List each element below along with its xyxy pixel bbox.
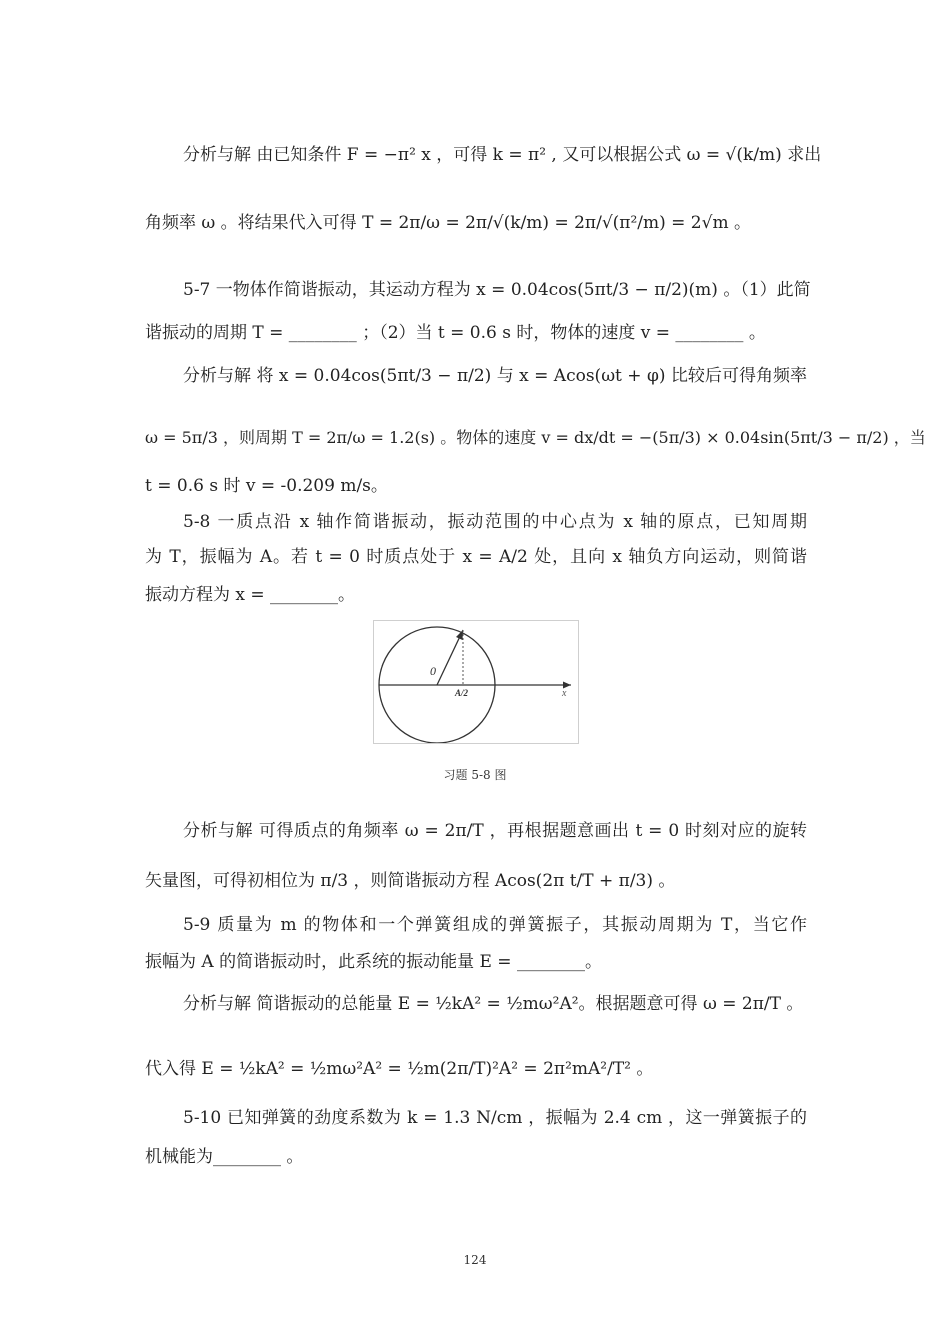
problem-5-8-line-3: 振动方程为 x = ________。 — [145, 585, 356, 605]
solution-5-8-line-1: 分析与解 可得质点的角频率 ω = 2π/T ，再根据题意画出 t = 0 时刻对应的旋转 — [183, 821, 807, 841]
solution-5-8-line-2: 矢量图，可得初相位为 π/3 ，则简谐振动方程 Acos(2π t/T + π/3) 。 — [145, 871, 676, 891]
problem-5-8-line-1: 5-8 一质点沿 x 轴作简谐振动，振动范围的中心点为 x 轴的原点，已知周期 — [183, 512, 807, 532]
line-2: 角频率 ω 。将结果代入可得 T = 2π/ω = 2π/√(k/m) = 2π/√(π²/m) = 2√m 。 — [145, 213, 751, 233]
solution-5-9-line-2: 代入得 E = ½kA² = ½mω²A² = ½m(2π/T)²A² = 2π²mA²/T² 。 — [145, 1059, 654, 1079]
problem-5-10-line-2: 机械能为________ 。 — [145, 1147, 304, 1167]
solution-5-7-line-2: ω = 5π/3 ，则周期 T = 2π/ω = 1.2(s) 。物体的速度 v = dx/dt = −(5π/3) × 0.04sin(5πt/3 − π/2) ，当 — [145, 428, 926, 447]
problem-5-8-line-2: 为 T，振幅为 A。若 t = 0 时质点处于 x = A/2 处，且向 x 轴负方向运动，则简谐 — [145, 547, 807, 567]
solution-5-7-line-1: 分析与解 将 x = 0.04cos(5πt/3 − π/2) 与 x = Acos(ωt + φ) 比较后可得角频率 — [183, 366, 807, 386]
point-label: A/2 — [455, 688, 469, 698]
rotating-vector-diagram — [374, 621, 578, 743]
axis-label: x — [562, 688, 567, 699]
rotating-vector-figure — [373, 620, 579, 744]
page-number: 124 — [463, 1253, 487, 1267]
problem-5-9-line-2: 振幅为 A 的简谐振动时，此系统的振动能量 E = ________。 — [145, 952, 602, 972]
problem-5-9-line-1: 5-9 质量为 m 的物体和一个弹簧组成的弹簧振子，其振动周期为 T，当它作 — [183, 915, 807, 935]
solution-5-7-line-3: t = 0.6 s 时 v = -0.209 m/s。 — [145, 476, 388, 496]
figure-caption: 习题 5-8 图 — [443, 768, 507, 782]
phase-label: 0 — [430, 664, 436, 678]
line-1: 分析与解 由已知条件 F = −π² x ，可得 k = π² , 又可以根据公式 ω = √(k/m) 求出 — [183, 145, 822, 165]
solution-5-9-line-1: 分析与解 简谐振动的总能量 E = ½kA² = ½mω²A²。根据题意可得 ω = 2π/T 。 — [183, 994, 804, 1014]
problem-5-10-line-1: 5-10 已知弹簧的劲度系数为 k = 1.3 N/cm ，振幅为 2.4 cm ，这一弹簧振子的 — [183, 1108, 807, 1128]
problem-5-7-line-1: 5-7 一物体作简谐振动，其运动方程为 x = 0.04cos(5πt/3 − π/2)(m) 。（1）此简 — [183, 280, 811, 300]
problem-5-7-line-2: 谐振动的周期 T = ________ ；（2）当 t = 0.6 s 时，物体的速度 v = ________ 。 — [145, 323, 766, 343]
